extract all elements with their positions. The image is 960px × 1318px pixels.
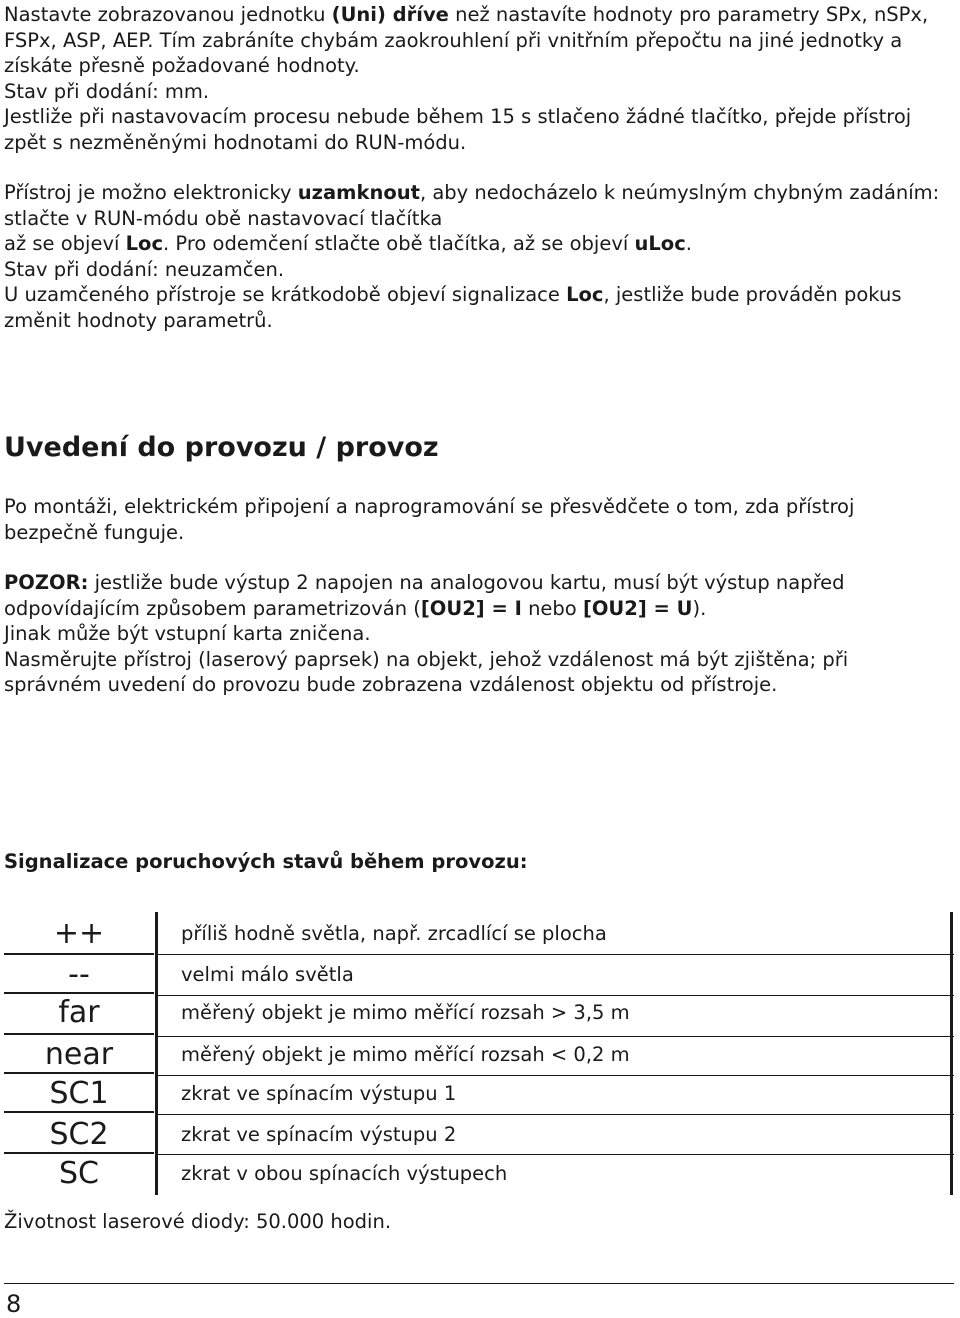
fault-row [4, 914, 954, 954]
fault-description: zkrat ve spínacím výstupu 1 [181, 1082, 457, 1105]
text-run: , jestliže bude prováděn pokus [603, 283, 902, 306]
fault-row [4, 955, 954, 995]
text-line [4, 53, 954, 79]
text-line [4, 282, 954, 308]
intro-paragraph-lock [4, 180, 954, 333]
row-divider [158, 1154, 954, 1155]
text-line [4, 104, 954, 130]
fault-description: velmi málo světla [181, 963, 354, 986]
text-run: správném uvedení do provozu bude zobrazena vzdálenost objektu od přístroje. [4, 673, 778, 696]
row-divider [158, 954, 954, 955]
text-line [4, 647, 954, 673]
page-number: 8 [6, 1290, 22, 1318]
text-run: . Pro odemčení stlačte obě tlačítka, až se objeví [163, 232, 635, 255]
bold-text: POZOR: [4, 571, 89, 594]
text-run: než nastavíte hodnoty pro parametry SPx, nSPx, [448, 3, 929, 26]
text-run: až se objeví [4, 232, 126, 255]
fault-row [4, 1154, 954, 1194]
row-divider [4, 992, 154, 994]
text-line [4, 206, 954, 232]
laser-lifetime-note: Životnost laserové diody: 50.000 hodin. [4, 1210, 392, 1233]
text-line [4, 621, 954, 647]
fault-code: -- [68, 957, 90, 992]
text-run: Stav při dodání: neuzamčen. [4, 257, 285, 281]
text-line [4, 520, 954, 546]
fault-description: příliš hodně světla, např. zrcadlící se plocha [181, 922, 607, 945]
text-line [4, 596, 954, 622]
row-divider [4, 1072, 154, 1074]
fault-description: zkrat ve spínacím výstupu 2 [181, 1123, 457, 1146]
text-line [4, 257, 954, 283]
bold-text: (Uni) dříve [331, 3, 449, 26]
fault-code: SC1 [49, 1076, 109, 1111]
row-divider [4, 1033, 154, 1035]
fault-code: far [58, 995, 100, 1030]
fault-code: near [44, 1037, 114, 1072]
text-run: odpovídajícím způsobem parametrizován ( [4, 596, 421, 620]
text-run: jestliže bude výstup 2 napojen na analogovou kartu, musí být výstup napřed [88, 571, 845, 594]
text-line [4, 28, 954, 54]
text-run: změnit hodnoty parametrů. [4, 308, 273, 332]
text-line [4, 308, 954, 334]
fault-row [4, 1035, 954, 1075]
row-divider [4, 953, 154, 955]
text-run: stlačte v RUN-módu obě nastavovací tlačítka [4, 206, 443, 230]
text-run: bezpečně funguje. [4, 520, 185, 544]
fault-code: SC2 [49, 1117, 109, 1152]
section-heading: Uvedení do provozu / provoz [4, 432, 439, 463]
text-run: FSPx, ASP, AEP. Tím zabráníte chybám zaokrouhlení při vnitřním přepočtu na jiné jednotky a [4, 28, 903, 52]
row-divider [4, 1111, 154, 1113]
text-run: Přístroj je možno elektronicky [4, 181, 298, 204]
text-line [4, 231, 954, 257]
row-divider [158, 995, 954, 996]
fault-description: měřený objekt je mimo měřící rozsah < 0,2 m [181, 1043, 630, 1066]
warning-paragraph [4, 570, 954, 698]
text-run: ). [692, 596, 707, 620]
text-run: Nasměrujte přístroj (laserový paprsek) na objekt, jehož vzdálenost má být zjištěna; při [4, 647, 849, 671]
text-line [4, 494, 954, 520]
footer-divider [4, 1283, 954, 1284]
fault-row [4, 1115, 954, 1155]
fault-signals-table [4, 912, 954, 1195]
fault-row [4, 993, 954, 1033]
intro-paragraph-units [4, 2, 954, 155]
text-line [4, 130, 954, 156]
text-run: Jinak může být vstupní karta zničena. [4, 622, 371, 645]
text-line [4, 2, 954, 28]
text-line [4, 672, 954, 698]
text-run: Nastavte zobrazovanou jednotku [4, 3, 332, 26]
text-line [4, 570, 954, 596]
text-run: zpět s nezměněnými hodnotami do RUN-módu. [4, 130, 467, 154]
fault-code: SC [59, 1156, 99, 1191]
row-divider [4, 1152, 154, 1154]
fault-description: měřený objekt je mimo měřící rozsah > 3,5 m [181, 1001, 630, 1024]
bold-text: uzamknout [297, 181, 420, 204]
row-divider [158, 1075, 954, 1076]
text-run: Po montáži, elektrickém připojení a naprogramování se přesvědčete o tom, zda přístroj [4, 495, 855, 518]
text-run: Jestliže při nastavovacím procesu nebude během 15 s stlačeno žádné tlačítko, přejde přístroj [4, 105, 912, 128]
bold-text: Loc [566, 283, 604, 306]
text-run: Stav při dodání: mm. [4, 79, 210, 103]
bold-text: Loc [125, 232, 164, 255]
fault-signals-heading: Signalizace poruchových stavů během provozu: [4, 850, 528, 873]
row-divider [158, 1036, 954, 1037]
fault-description: zkrat v obou spínacích výstupech [181, 1162, 508, 1185]
row-divider [158, 1114, 954, 1115]
bold-text: [OU2] = U [582, 596, 693, 620]
bold-text: [OU2] = I [420, 596, 522, 620]
text-line [4, 79, 954, 105]
commissioning-paragraph [4, 494, 954, 545]
text-run: , aby nedocházelo k neúmyslným chybným zadáním: [419, 181, 940, 204]
text-run: . [685, 232, 692, 255]
bold-text: uLoc [634, 232, 686, 255]
text-run: nebo [521, 596, 583, 620]
fault-row [4, 1074, 954, 1114]
fault-code: ++ [53, 916, 105, 951]
text-line [4, 180, 954, 206]
text-run: získáte přesně požadované hodnoty. [4, 54, 360, 77]
text-run: U uzamčeného přístroje se krátkodobě objeví signalizace [4, 283, 567, 306]
